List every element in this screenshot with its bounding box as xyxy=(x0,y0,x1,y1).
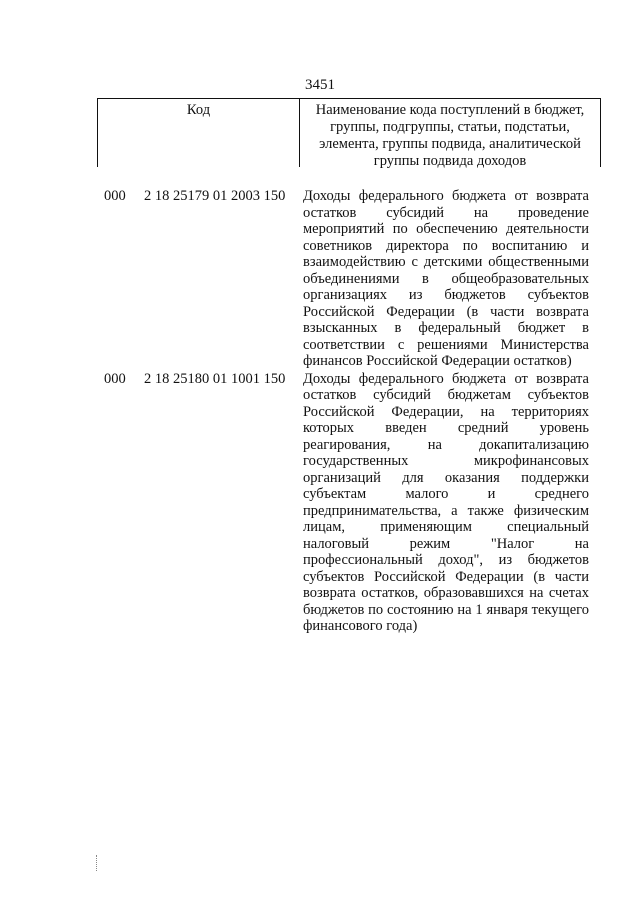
description-line: налоговый режим "Налог на xyxy=(303,535,589,552)
description-line: Российской Федерации, на территориях xyxy=(303,403,589,420)
description-line: Российской Федерации (в части возврата xyxy=(303,303,589,320)
table-row xyxy=(0,371,640,635)
description-line: бюджетов по состоянию на 1 января текущего xyxy=(303,601,589,618)
description-line: остатков субсидий бюджетам субъектов xyxy=(303,387,589,403)
column-header-name-line: группы, подгруппы, статьи, подстатьи, xyxy=(330,119,570,135)
description-line: субъектам малого и среднего xyxy=(303,486,589,502)
description-line: организациях из бюджетов субъектов xyxy=(303,287,589,303)
margin-mark xyxy=(96,855,101,871)
description-line: государственных микрофинансовых xyxy=(303,453,589,469)
description-line: реагирования, на докапитализацию xyxy=(303,436,589,453)
description-line: субъектов Российской Федерации (в части xyxy=(303,568,589,585)
column-header-name-line: Наименование кода поступлений в бюджет, xyxy=(315,102,585,118)
description-line: предпринимательства, а также физическим xyxy=(303,502,589,519)
description-line: лицам, применяющим специальный xyxy=(303,519,589,535)
description-line: которых введен средний уровень xyxy=(303,420,589,436)
description-line: организаций для оказания поддержки xyxy=(303,469,589,486)
column-header-name-line: элемента, группы подвида, аналитической xyxy=(319,136,581,152)
description-line: Доходы федерального бюджета от возврата xyxy=(303,188,589,204)
description-line: взысканных в федеральный бюджет в xyxy=(303,320,589,336)
admin-code: 000 xyxy=(104,370,126,387)
revenue-description xyxy=(303,188,589,370)
description-line: возврата остатков, образовавшихся на счетах xyxy=(303,585,589,601)
description-line: объединениями в общеобразовательных xyxy=(303,270,589,287)
description-line: остатков субсидий на проведение xyxy=(303,204,589,221)
description-line: взаимодействию с детскими общественными xyxy=(303,254,589,270)
description-line: советников директора по воспитанию и xyxy=(303,237,589,254)
column-header-name xyxy=(300,102,600,170)
description-line: финансов Российской Федерации остатков) xyxy=(303,353,572,369)
page-number: 3451 xyxy=(305,77,335,93)
table-body xyxy=(0,188,640,635)
table-header xyxy=(97,98,601,167)
description-line: мероприятий по обеспечению деятельности xyxy=(303,221,589,237)
table-row xyxy=(0,188,640,370)
revenue-description xyxy=(303,371,589,635)
description-line: соответствии с решениями Министерства xyxy=(303,336,589,353)
revenue-code: 2 18 25179 01 2003 150 xyxy=(144,188,286,204)
description-line: Доходы федерального бюджета от возврата xyxy=(303,370,589,387)
description-line: финансового года) xyxy=(303,618,418,634)
description-line: профессиональный доход", из бюджетов xyxy=(303,552,589,568)
column-header-code: Код xyxy=(186,102,211,118)
column-header-name-line: группы подвида доходов xyxy=(373,153,527,169)
admin-code: 000 xyxy=(104,188,126,204)
revenue-code: 2 18 25180 01 1001 150 xyxy=(144,370,286,387)
